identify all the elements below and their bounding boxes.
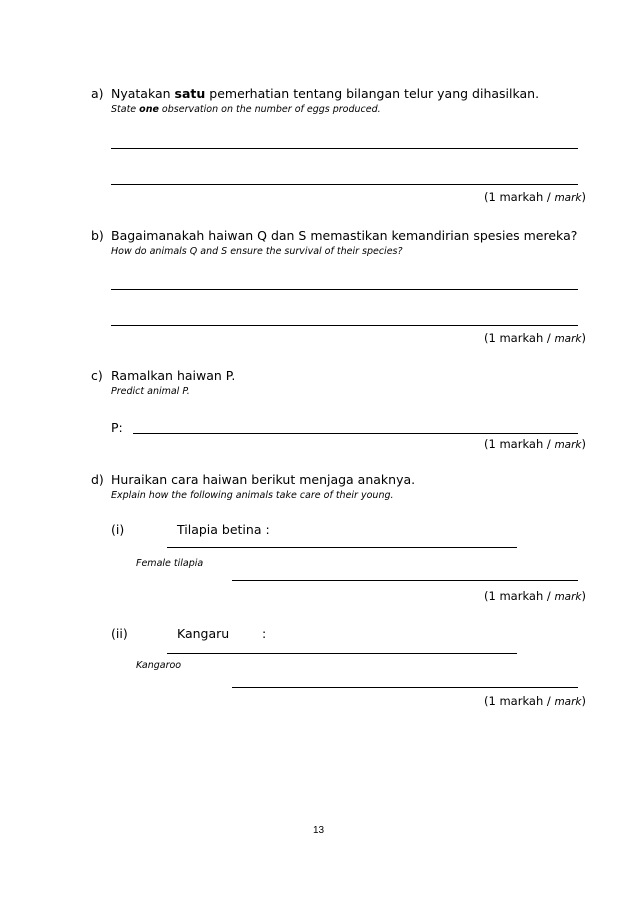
question-d-malay: Huraikan cara haiwan berikut menjaga anaknya. bbox=[111, 472, 416, 487]
question-b-english: How do animals Q and S ensure the survival of their species? bbox=[111, 246, 403, 257]
mark-d-ii: (1 markah / mark) bbox=[484, 694, 586, 708]
part-i-english: Female tilapia bbox=[136, 558, 204, 569]
answer-prefix-p: P: bbox=[111, 420, 123, 435]
part-i-number: (i) bbox=[111, 522, 125, 537]
answer-line-d-i-2[interactable] bbox=[232, 580, 578, 581]
answer-line-d-ii-1[interactable] bbox=[167, 653, 517, 654]
answer-line-b2[interactable] bbox=[111, 325, 578, 326]
question-a-label: a) bbox=[91, 86, 104, 101]
part-ii-colon: : bbox=[262, 626, 267, 641]
part-i-malay: Tilapia betina : bbox=[177, 522, 270, 537]
mark-a: (1 markah / mark) bbox=[484, 190, 586, 204]
question-c-label: c) bbox=[91, 368, 103, 383]
part-ii-english: Kangaroo bbox=[136, 660, 182, 671]
question-d-english: Explain how the following animals take care of their young. bbox=[111, 490, 394, 501]
part-ii-number: (ii) bbox=[111, 626, 128, 641]
question-a-bold-word: satu bbox=[174, 86, 206, 101]
question-b-label: b) bbox=[91, 228, 104, 243]
answer-line-b1[interactable] bbox=[111, 289, 578, 290]
question-d-label: d) bbox=[91, 472, 104, 487]
answer-line-a1[interactable] bbox=[111, 148, 578, 149]
question-b-malay: Bagaimanakah haiwan Q dan S memastikan kemandirian spesies mereka? bbox=[111, 228, 578, 243]
page-number: 13 bbox=[313, 825, 325, 836]
question-a-english: State one observation on the number of eggs produced. bbox=[111, 104, 381, 115]
mark-d-i: (1 markah / mark) bbox=[484, 589, 586, 603]
answer-line-d-i-1[interactable] bbox=[167, 547, 517, 548]
mark-b: (1 markah / mark) bbox=[484, 331, 586, 345]
answer-line-a2[interactable] bbox=[111, 184, 578, 185]
answer-line-d-ii-2[interactable] bbox=[232, 687, 578, 688]
question-c-english: Predict animal P. bbox=[111, 386, 190, 397]
question-a-malay: Nyatakan satu pemerhatian tentang bilangan telur yang dihasilkan. bbox=[111, 86, 540, 101]
part-ii-malay: Kangaru bbox=[177, 626, 230, 641]
question-c-malay: Ramalkan haiwan P. bbox=[111, 368, 236, 383]
mark-c: (1 markah / mark) bbox=[484, 437, 586, 451]
answer-line-c[interactable] bbox=[133, 433, 578, 434]
